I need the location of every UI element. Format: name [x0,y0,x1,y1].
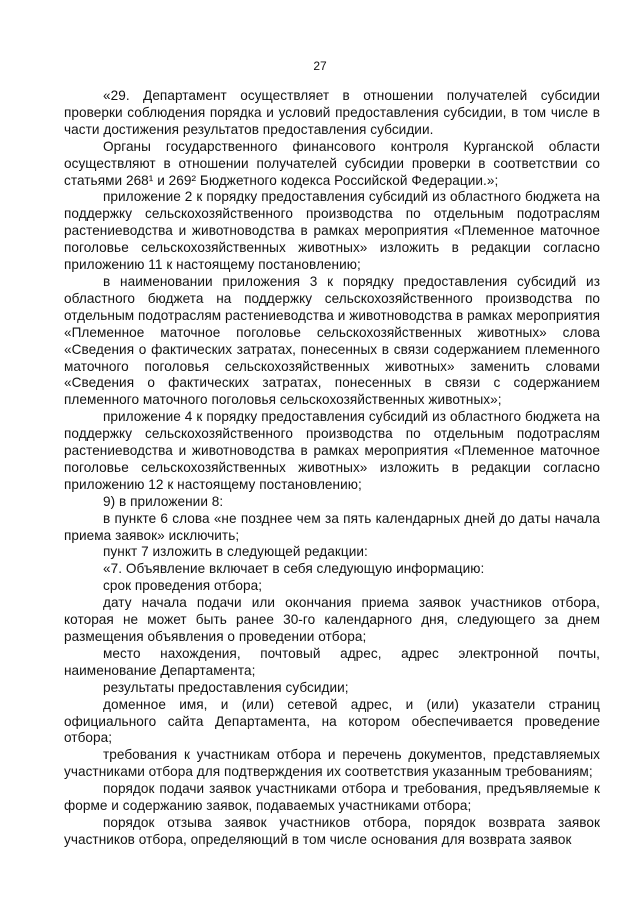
document-body [64,88,600,849]
paragraph: порядок подачи заявок участниками отбора и требования, предъявляемые к форме и содержанию заявок, подаваемых участниками отбора; [64,781,600,814]
paragraph: требования к участникам отбора и перечень документов, представляемых участниками отбора для подтверждения их соответствия указанным требованиям; [64,747,600,780]
paragraph: место нахождения, почтовый адрес, адрес электронной почты, наименование Департамента; [64,645,600,678]
paragraph: 9) в приложении 8: [103,493,224,509]
paragraph: приложение 2 к порядку предоставления субсидий из областного бюджета на поддержку сельскохозяйственного производства по отдельным подотраслям растениеводства и животноводства в рамках мероприятия «Племенное маточное поголовье сельскохозяйственных животных» изложить в редакции согласно приложению 11 к настоящему постановлению; [64,189,600,273]
paragraph: доменное имя, и (или) сетевой адрес, и (или) указатели страниц официального сайта Департамента, на котором обеспечивается проведение отбора; [64,696,600,746]
paragraph: приложение 4 к порядку предоставления субсидий из областного бюджета на поддержку сельскохозяйственного производства по отдельным подотраслям растениеводства и животноводства в рамках мероприятия «Племенное маточное поголовье сельскохозяйственных животных» изложить в редакции согласно приложению 12 к настоящему постановлению; [64,409,600,492]
page-number: 27 [313,59,327,73]
paragraph: Органы государственного финансового контроля Курганской области осуществляют в отношении получателей субсидии проверки в соответствии со статьями 268¹ и 269² Бюджетного кодекса Российской Федерации.»; [64,138,600,188]
paragraph: дату начала подачи или окончания приема заявок участников отбора, которая не может быть ранее 30-го календарного дня, следующего за днем размещения объявления о проведении отбора; [64,595,600,644]
paragraph: пункт 7 изложить в следующей редакции: [103,544,368,560]
paragraph: в пункте 6 слова «не позднее чем за пять календарных дней до даты начала приема заявок» исключить; [64,510,600,543]
paragraph: в наименовании приложения 3 к порядку предоставления субсидий из областного бюджета на поддержку сельскохозяйственного производства по отдельным подотраслям растениеводства и животноводства в рамках мероприятия «Племенное маточное поголовье сельскохозяйственных животных» слова «Сведения о фактических затратах, понесенных в связи содержанием племенного маточного поголовья сельскохозяйственных животных» заменить словами «Сведения о фактических затратах, понесенных в связи с содержанием племенного маточного поголовья сельскохозяйственных животных»; [64,273,600,408]
paragraph: «7. Объявление включает в себя следующую информацию: [103,561,485,577]
paragraph: «29. Департамент осуществляет в отношении получателей субсидии проверки соблюдения порядка и условий предоставления субсидии, в том числе в части достижения результатов предоставления субсидии. [64,88,600,137]
paragraph: порядок отзыва заявок участников отбора, порядок возврата заявок участников отбора, определяющий в том числе основания для возврата заявок [64,814,600,847]
paragraph: срок проведения отбора; [103,578,263,594]
paragraph: результаты предоставления субсидии; [103,679,349,695]
